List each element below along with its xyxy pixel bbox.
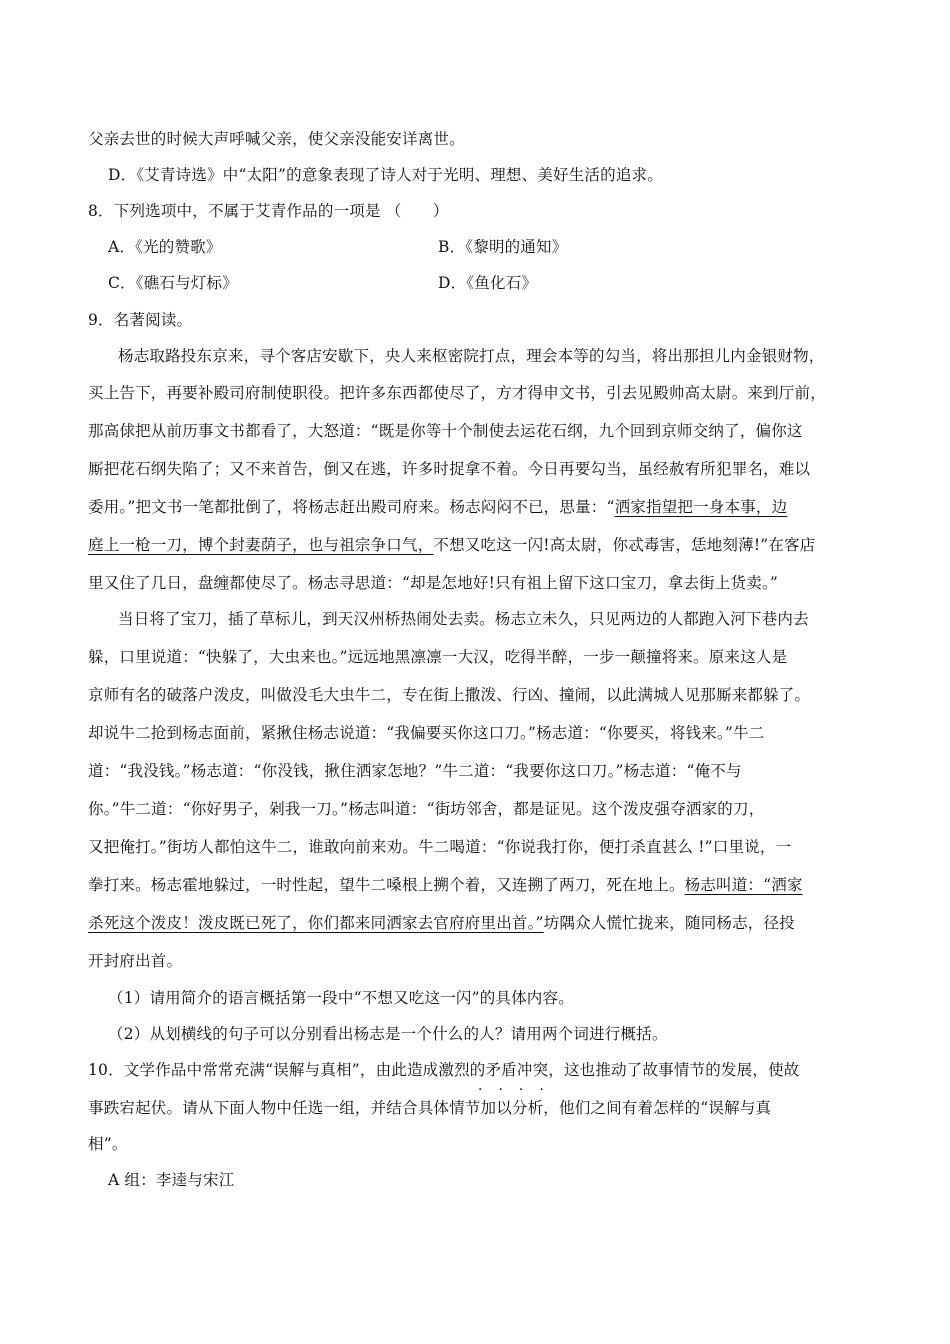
q9-para2-line3: 京师有名的破落户泼皮，叫做没毛大虫牛二，专在街上撒泼、行凶、撞闹，以此满城人见那厮来都躲了。: [88, 686, 811, 704]
q8-option-b: B．《黎明的通知》: [438, 238, 568, 256]
underlined-sentence-1-cont: 庭上一枪一刀，博个封妻荫子，也与祖宗争口气，: [88, 536, 434, 554]
q9-para2-line8: [88, 874, 803, 896]
q10-group-a: A 组：李逵与宋江: [108, 1171, 235, 1189]
text-segment: 拳打来。杨志霍地躲过，一时性起，望牛二嗓根上搠个着，又连搠了两刀，死在地上。: [88, 876, 685, 894]
q9-stem: 9．名著阅读。: [88, 311, 193, 329]
q9-para1-line6: [88, 534, 816, 556]
q10-line3: 相”。: [88, 1135, 128, 1153]
underlined-sentence-2-cont: 杀死这个泼皮！泼皮既已死了，你们都来同洒家去官府府里出首。”: [88, 914, 544, 932]
q10-line2: 事跌宕起伏。请从下面人物中任选一组，并结合具体情节加以分析，他们之间有着怎样的“误解与真: [88, 1099, 772, 1117]
q9-para2-line4: 却说牛二抢到杨志面前，紧揪住杨志说道：“我偏要买你这口刀。”杨志道：“你要买，将钱来。”牛二: [88, 724, 765, 742]
q9-para1-line3: 那高俅把从前历事文书都看了，大怒道：“既是你等十个制使去运花石纲，九个回到京师交纳了，偏你这: [88, 422, 803, 440]
text-segment: 委用。”把文书一笔都批倒了，将杨志赶出殿司府来。杨志闷闷不已，思量：“: [88, 498, 615, 516]
q7-option-d: D．《艾青诗选》中“太阳”的意象表现了诗人对于光明、理想、美好生活的追求。: [108, 166, 663, 184]
underlined-sentence-1: 洒家指望把一身本事，边: [614, 498, 788, 516]
q9-sub-question-2: （2）从划横线的句子可以分别看出杨志是一个什么的人？请用两个词进行概括。: [108, 1025, 668, 1043]
q9-sub-question-1: （1）请用简介的语言概括第一段中“不想又吃这一闪”的具体内容。: [108, 989, 574, 1007]
q9-para2-line7: 又把俺打。”街坊人都怕这牛二，谁敢向前来劝。牛二喝道：“你说我打你，便打杀直甚么 !”口里说，一: [88, 838, 792, 856]
q9-para1-line7: 里又住了几日，盘缠都使尽了。杨志寻思道：“却是怎地好!只有祖上留下这口宝刀，拿去街上货卖。”: [88, 574, 779, 592]
q9-para1-line4: 厮把花石纲失陷了；又不来首告，倒又在逃，许多时捉拿不着。今日再要勾当，虽经赦宥所犯罪名，难以: [88, 460, 811, 478]
q8-option-c: C．《礁石与灯标》: [108, 274, 238, 292]
q8-stem: 8．下列选项中，不属于艾青作品的一项是 （ ）: [88, 202, 449, 220]
q9-para2-line1: 当日将了宝刀，插了草标儿，到天汉州桥热闹处去卖。杨志立未久，只见两边的人都跑入河下巷内去: [118, 610, 809, 628]
q9-para1-line1: 杨志取路投东京来，寻个客店安歇下，央人来枢密院打点，理会本等的勾当，将出那担儿内金银财物，: [118, 347, 825, 365]
q9-para2-line5: 道：“我没钱。”杨志道：“你没钱，揪住洒家怎地？”牛二道：“我要你这口刀。”杨志道：“俺不与: [88, 762, 742, 780]
q10-line1: 10．文学作品中常常充满“误解与真相”，由此造成激烈的矛盾冲突，这也推动了故事情节的发展，使故: [88, 1061, 800, 1079]
q7-option-c-continuation: 父亲去世的时候大声呼喊父亲，使父亲没能安详离世。: [88, 130, 465, 148]
q8-option-d: D．《鱼化石》: [438, 274, 538, 292]
underlined-sentence-2: 杨志叫道：“洒家: [684, 876, 803, 894]
q9-para2-line10: 开封府出首。: [88, 952, 183, 970]
q9-para2-line2: 躲，口里说道：“快躲了，大虫来也。”远远地黑凛凛一大汉，吃得半醉，一步一颠撞将来。原来这人是: [88, 648, 788, 666]
q9-para2-line6: 你。”牛二道：“你好男子，剁我一刀。”杨志叫道：“街坊邻舍，都是证见。这个泼皮强夺洒家的刀，: [88, 800, 765, 818]
q9-para2-line9: [88, 912, 795, 934]
q8-option-a: A．《光的赞歌》: [108, 238, 222, 256]
q9-para1-line2: 买上告下，再要补殿司府制使职役。把许多东西都使尽了，方才得申文书，引去见殿帅高太尉。来到厅前，: [88, 384, 826, 402]
q9-para1-line5: [88, 496, 787, 518]
text-segment: 不想又吃这一闪!高太尉，你忒毒害，恁地刻薄!”在客店: [433, 536, 816, 554]
text-segment: 坊隅众人慌忙拢来，随同杨志，径投: [543, 914, 795, 932]
emphasis-dots: ····: [478, 1082, 560, 1098]
